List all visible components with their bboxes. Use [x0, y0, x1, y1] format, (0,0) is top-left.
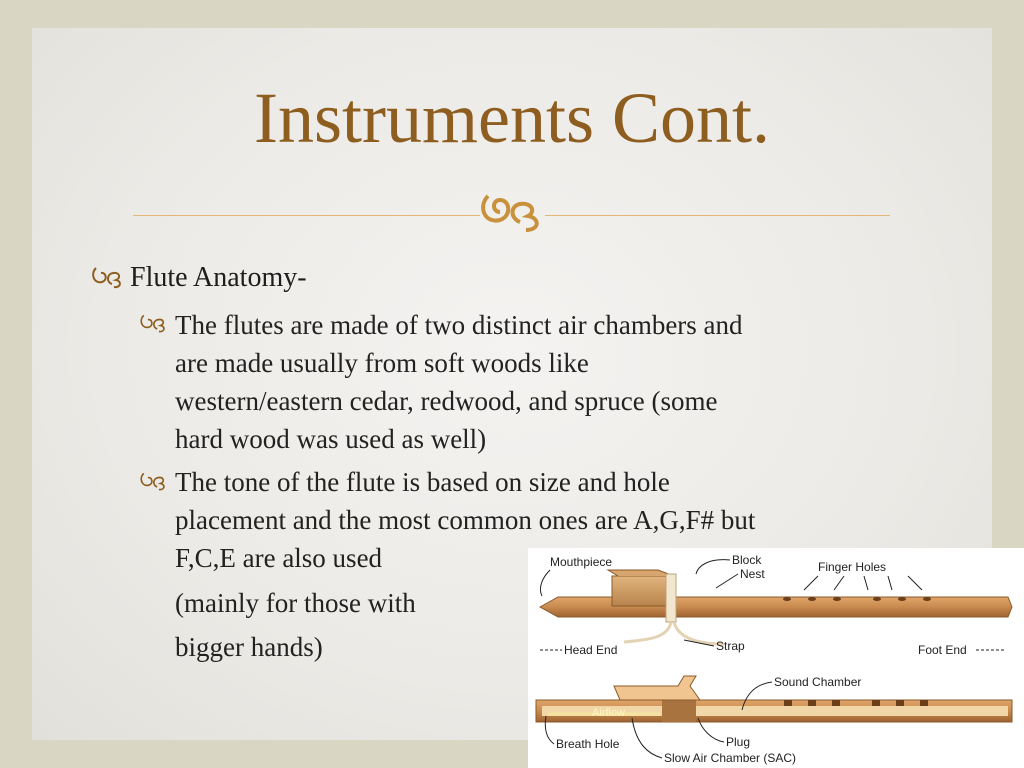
title-rule-left — [133, 215, 480, 216]
flute-body — [540, 597, 1012, 617]
flute-anatomy-diagram — [528, 548, 1024, 768]
cutaway-plug — [662, 700, 696, 722]
flute-strap — [666, 574, 676, 622]
label-foot-end: Foot End — [918, 643, 967, 657]
label-strap: Strap — [716, 639, 745, 653]
label-airflow: Airflow — [592, 707, 626, 719]
flute-strap-tails — [624, 622, 724, 644]
label-mouthpiece: Mouthpiece — [550, 555, 613, 569]
title-ornament-icon — [474, 188, 554, 240]
sub-bullet-tone: The tone of the flute is based on size and hole placement and the most common ones are A,G,F# but F,C,E are also used — [175, 467, 756, 573]
label-plug: Plug — [726, 735, 751, 749]
label-nest: Nest — [740, 567, 765, 581]
sub-bullet-continuation: (mainly for those with bigger hands) — [175, 588, 416, 662]
sub-bullet-marker-icon — [138, 312, 168, 340]
label-block: Block — [732, 553, 762, 567]
label-finger-holes: Finger Holes — [818, 560, 887, 574]
label-head-end: Head End — [564, 643, 618, 657]
slide-title: Instruments Cont. — [254, 78, 770, 158]
cutaway-block — [614, 676, 700, 700]
bullet-marker-icon — [90, 264, 124, 296]
sub-bullet-marker-icon — [138, 470, 168, 498]
bullet-flute-anatomy: Flute Anatomy- — [130, 262, 307, 293]
label-breath-hole: Breath Hole — [556, 737, 620, 751]
sub-bullet-materials: The flutes are made of two distinct air chambers and are made usually from soft woods like western/eastern cedar, redwood, and spruce (some hard wood was used as well) — [175, 310, 743, 454]
label-sound-chamber: Sound Chamber — [774, 675, 862, 689]
flute-nest — [608, 570, 674, 576]
title-rule-right — [545, 215, 890, 216]
flute-block — [612, 576, 674, 606]
label-slow-air-chamber: Slow Air Chamber (SAC) — [664, 751, 797, 765]
